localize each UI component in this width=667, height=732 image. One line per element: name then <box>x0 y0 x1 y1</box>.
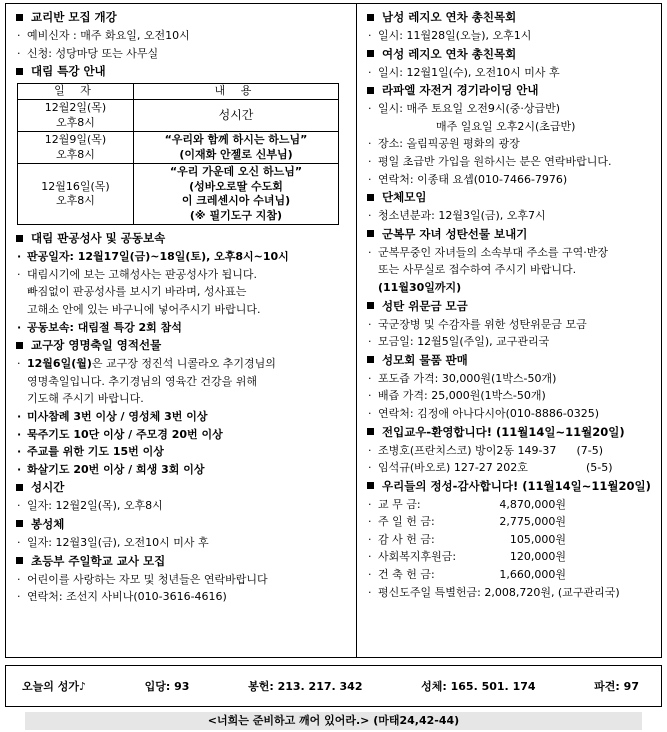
table-row: 12월16일(목) 오후8시 “우리 가운데 오신 하느님” (성바오로딸 수도회 이 크레센시아 수녀님) (※ 필기도구 지참) <box>18 164 339 225</box>
line: · 군복무중인 자녀들의 소속부대 주소를 구역·반장 <box>368 245 609 259</box>
list-item: · 임석규(바오로) 127-27 202호 (5-5) <box>368 461 613 475</box>
section-title: 라파엘 자전거 경기라이딩 안내 <box>364 81 664 100</box>
advent-lecture-section <box>13 62 343 225</box>
bicycle-riding-section <box>364 81 664 188</box>
section-title: 교구장 영명축일 영적선물 <box>13 336 343 355</box>
line: 또는 사무실로 접수하여 주시기 바랍니다. <box>378 263 577 277</box>
line: · 미사참례 3번 이상 / 영성체 3번 이상 <box>17 409 208 423</box>
square-bullet-icon <box>367 14 374 21</box>
square-bullet-icon <box>367 482 374 489</box>
line: 매주 일요일 오후2시(초급반) <box>436 119 576 133</box>
square-bullet-icon <box>367 194 374 201</box>
square-bullet-icon <box>367 302 374 309</box>
line: · 포도즙 가격: 30,000원(1박스-50개) <box>368 371 557 385</box>
offertory-hymn: 봉헌: 213. 217. 342 <box>248 680 363 693</box>
line: · 12월6일(월)은 교구장 정진석 니콜라오 추기경님의 <box>17 357 276 371</box>
section-title: 성시간 <box>13 478 343 497</box>
list-item: · 감 사 헌 금: 105,000원 <box>368 532 566 546</box>
line: (11월30일까지) <box>378 280 462 294</box>
section-title: 군복무 자녀 성탄선물 보내기 <box>364 225 664 244</box>
column-divider <box>356 4 357 657</box>
line: · 배즙 가격: 25,000원(1박스-50개) <box>368 389 546 403</box>
line: · 주교를 위한 기도 15번 이상 <box>17 445 164 459</box>
mens-legio-section <box>364 8 664 45</box>
line: 기도해 주시기 바랍니다. <box>27 392 144 406</box>
bishop-feast-section <box>13 336 343 478</box>
list-item: · 평신도주일 특별헌금: 2,008,720원, (교구관리국) <box>368 585 620 599</box>
bulletin-frame <box>5 3 662 658</box>
line: 고해소 안에 있는 바구니에 넣어주시기 바랍니다. <box>27 302 261 316</box>
right-column <box>364 4 664 601</box>
lecture-schedule-table <box>17 83 339 225</box>
section-title: 단체모임 <box>364 188 664 207</box>
section-title: 대림 판공성사 및 공동보속 <box>13 229 343 248</box>
square-bullet-icon <box>16 14 23 21</box>
communion-visit-section <box>13 515 343 552</box>
section-title: 전입교우-환영합니다! (11월14일~11월20일) <box>364 423 664 442</box>
square-bullet-icon <box>16 557 23 564</box>
hymn-label: 오늘의 성가♪ <box>22 680 86 693</box>
line: · 평일 초급반 가입을 원하시는 분은 연락바랍니다. <box>368 154 612 168</box>
square-bullet-icon <box>367 356 374 363</box>
line: · 장소: 올림픽공원 평화의 광장 <box>368 137 520 151</box>
section-title: 우리들의 정성-감사합니다! (11월14일~11월20일) <box>364 477 664 496</box>
square-bullet-icon <box>16 342 23 349</box>
section-title: 교리반 모집 개강 <box>13 8 343 27</box>
line: · 모금일: 12월5일(주일), 교구관리국 <box>368 335 550 349</box>
line: · 연락처: 조선지 사비나(010-3616-4616) <box>17 590 227 604</box>
line: · 일시: 매주 토요일 오전9시(중·상급반) <box>368 102 561 116</box>
square-bullet-icon <box>367 428 374 435</box>
scripture-verse: <너희는 준비하고 깨어 있어라.> (마태24,42-44) <box>25 712 642 730</box>
sale-section <box>364 351 664 423</box>
hymn-bar <box>5 665 662 707</box>
line: · 묵주기도 10단 이상 / 주모경 20번 이상 <box>17 427 223 441</box>
line: · 국군장병 및 수감자를 위한 성탄위문금 모금 <box>368 317 587 331</box>
section-title: 성탄 위문금 모금 <box>364 297 664 316</box>
square-bullet-icon <box>16 68 23 75</box>
group-meeting-section <box>364 188 664 225</box>
left-column <box>13 4 343 606</box>
line: · 공동보속: 대림절 특강 2회 참석 <box>17 320 182 334</box>
catechumen-class-section <box>13 8 343 62</box>
line: · 연락처: 김정애 아나다시아(010-8886-0325) <box>368 406 600 420</box>
line: · 예비신자 : 매주 화요일, 오전10시 <box>17 29 190 42</box>
new-parishioners-section <box>364 423 664 477</box>
recessional-hymn: 파견: 97 <box>594 680 639 693</box>
christmas-donation-section <box>364 297 664 351</box>
line: · 연락처: 이종태 요셉(010-7466-7976) <box>368 172 568 186</box>
womens-legio-section <box>364 45 664 82</box>
line: · 신청: 성당마당 또는 사무실 <box>17 46 159 60</box>
square-bullet-icon <box>16 520 23 527</box>
line: · 일시: 12월1일(수), 오전10시 미사 후 <box>368 65 560 79</box>
table-row: 12월9일(목) 오후8시 “우리와 함께 하시는 하느님” (이재화 안젤로 신부님) <box>18 132 339 164</box>
line: · 일자: 12월2일(목), 오후8시 <box>17 499 163 513</box>
table-row: 12월2일(목) 오후8시 성시간 <box>18 100 339 132</box>
line: · 대림시기에 보는 고해성사는 판공성사가 됩니다. <box>17 267 258 281</box>
square-bullet-icon <box>16 484 23 491</box>
list-item: · 건 축 헌 금: 1,660,000원 <box>368 568 566 582</box>
communion-hymn: 성체: 165. 501. 174 <box>421 680 536 693</box>
section-title: 봉성체 <box>13 515 343 534</box>
col-header-date: 일 자 <box>18 84 134 100</box>
section-title: 남성 레지오 연차 총친목회 <box>364 8 664 27</box>
list-item: · 조병호(프란치스코) 방이2동 149-37 (7-5) <box>368 443 603 457</box>
section-title: 여성 레지오 연차 총친목회 <box>364 45 664 64</box>
confession-section <box>13 229 343 336</box>
line: · 판공일자: 12월17일(금)~18일(토), 오후8시~10시 <box>17 250 289 264</box>
col-header-content: 내 용 <box>134 84 339 100</box>
section-title: 대림 특강 안내 <box>13 62 343 81</box>
sunday-school-section <box>13 552 343 606</box>
square-bullet-icon <box>367 87 374 94</box>
line: · 청소년분과: 12월3일(금), 오후7시 <box>368 209 546 223</box>
line: · 일자: 12월3일(금), 오전10시 미사 후 <box>17 535 209 549</box>
offerings-section <box>364 477 664 602</box>
line: · 화살기도 20번 이상 / 희생 3회 이상 <box>17 462 205 476</box>
square-bullet-icon <box>16 235 23 242</box>
square-bullet-icon <box>367 230 374 237</box>
section-title: 초등부 주일학교 교사 모집 <box>13 552 343 571</box>
square-bullet-icon <box>367 50 374 57</box>
list-item: · 주 일 헌 금: 2,775,000원 <box>368 515 566 529</box>
line: 영명축일입니다. 추기경님의 영육간 건강을 위해 <box>27 374 258 388</box>
entrance-hymn: 입당: 93 <box>144 680 190 693</box>
list-item: · 교 무 금: 4,870,000원 <box>368 497 566 511</box>
holy-hour-section <box>13 478 343 515</box>
line: · 어린이를 사랑하는 자모 및 청년들은 연락바랍니다 <box>17 572 268 586</box>
section-title: 성모회 물품 판매 <box>364 351 664 370</box>
list-item: · 사회복지후원금: 120,000원 <box>368 550 566 564</box>
line: · 일시: 11월28일(오늘), 오후1시 <box>368 29 532 42</box>
military-gift-section <box>364 225 664 297</box>
line: 빠짐없이 판공성사를 보시기 바라며, 성사표는 <box>27 285 247 299</box>
